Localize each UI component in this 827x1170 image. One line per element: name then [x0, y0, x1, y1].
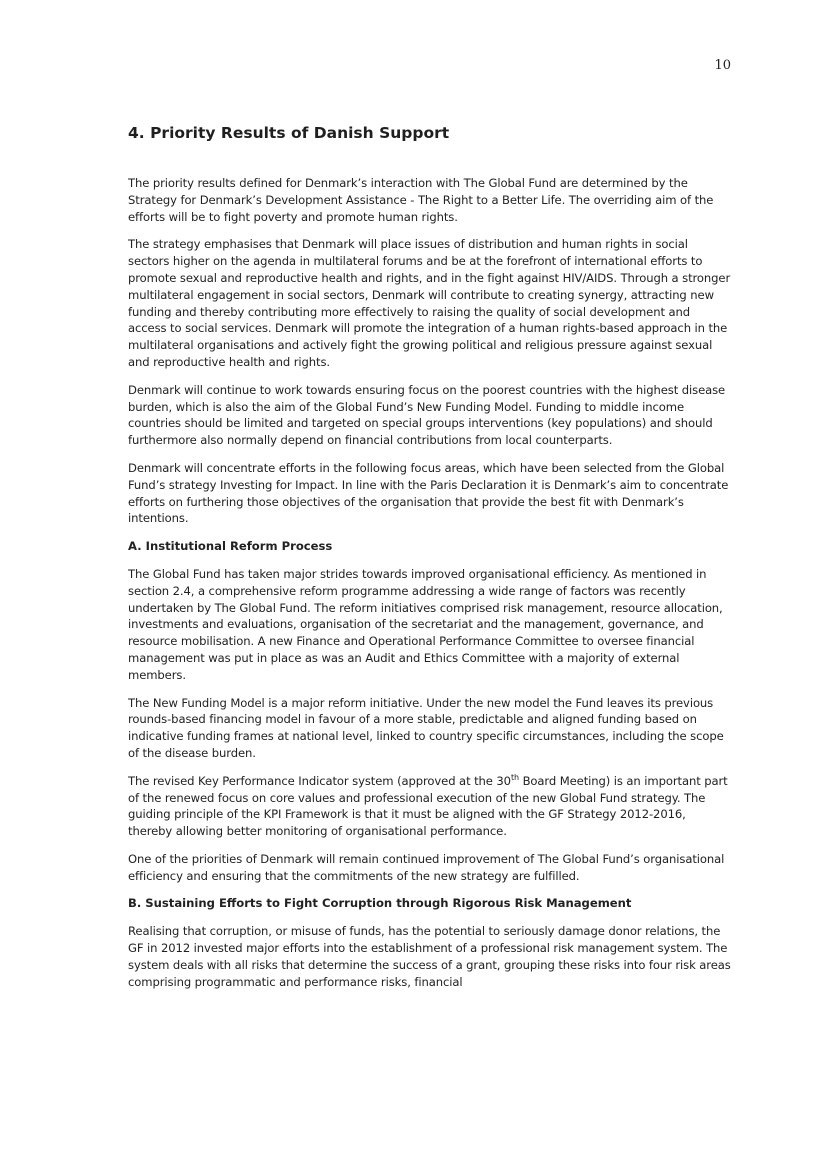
page-number: 10	[714, 58, 731, 73]
kpi-text-end: Board Meeting) is an important part of the renewed focus on core values and professional execution of the new Global Fund strategy. The guiding principle of the KPI Framework is that it must be aligned with the GF Strategy 2012-2016, thereby allowing better monitoring of organisational performance.	[128, 773, 728, 839]
paragraph-focus-areas: Denmark will concentrate efforts in the following focus areas, which have been selected from the Global Fund’s strategy Investing for Impact. In line with the Paris Declaration it is Denmark’s aim to concentrate efforts on furthering those objectives of the organisation that provide the best fit with Denmark’s intentions.	[128, 460, 729, 526]
paragraph-denmark-priorities: One of the priorities of Denmark will remain continued improvement of The Global Fund’s organisational efficiency and ensuring that the commitments of the new strategy are fulfilled.	[128, 851, 725, 883]
subheading-fight-corruption: B. Sustaining Efforts to Fight Corruption through Rigorous Risk Management	[128, 896, 632, 911]
ordinal-suffix: th	[510, 772, 519, 782]
paragraph-priority-results: The priority results defined for Denmark’s interaction with The Global Fund are determined by the Strategy for Denmark’s Development Assistance - The Right to a Better Life. The overriding aim of the efforts will be to fight poverty and promote human rights.	[128, 176, 714, 224]
paragraph-poorest-countries: Denmark will continue to work towards ensuring focus on the poorest countries with the highest disease burden, which is also the aim of the Global Fund’s New Funding Model. Funding to middle income countries should be limited and targeted on special groups interventions (key populations) and should furthermore also normally depend on financial contributions from local counterparts.	[128, 382, 726, 448]
paragraph-risk-management: Realising that corruption, or misuse of funds, has the potential to seriously damage donor relations, the GF in 2012 invested major efforts into the establishment of a professional risk management system. The system deals with all risks that determine the success of a grant, grouping these risks into four risk areas comprising programmatic and performance risks, financial	[128, 924, 731, 989]
paragraph-kpi-system	[128, 773, 732, 840]
paragraph-new-funding-model: The New Funding Model is a major reform initiative. Under the new model the Fund leaves its previous rounds-based financing model in favour of a more stable, predictable and aligned funding based on indicative funding frames at national level, linked to country specific circumstances, including the scope of the disease burden.	[128, 695, 724, 760]
section-heading: 4. Priority Results of Danish Support	[128, 124, 450, 142]
kpi-text-start: The revised Key Performance Indicator system (approved at the 30	[128, 773, 511, 788]
document-body	[128, 124, 732, 1001]
paragraph-strategy: The strategy emphasises that Denmark will place issues of distribution and human rights in social sectors higher on the agenda in multilateral forums and be at the forefront of international efforts to promote sexual and reproductive health and rights, and in the fight against HIV/AIDS. Through a stronger multilateral engagement in social sectors, Denmark will contribute to creating synergy, attracting new funding and thereby contributing more effectively to raising the quality of social development and access to social services. Denmark will promote the integration of a human rights-based approach in the multilateral organisations and actively fight the growing political and religious pressure against sexual and reproductive health and rights.	[128, 237, 731, 369]
paragraph-reform-programme: The Global Fund has taken major strides towards improved organisational efficiency. As mentioned in section 2.4, a comprehensive reform programme addressing a wide range of factors was recently undertaken by The Global Fund. The reform initiatives comprised risk management, resource allocation, investments and evaluations, organisation of the secretariat and the management, governance, and resource mobilisation. A new Finance and Operational Performance Committee to oversee financial management was put in place as was an Audit and Ethics Committee with a majority of external members.	[128, 566, 723, 682]
subheading-institutional-reform: A. Institutional Reform Process	[128, 539, 333, 554]
